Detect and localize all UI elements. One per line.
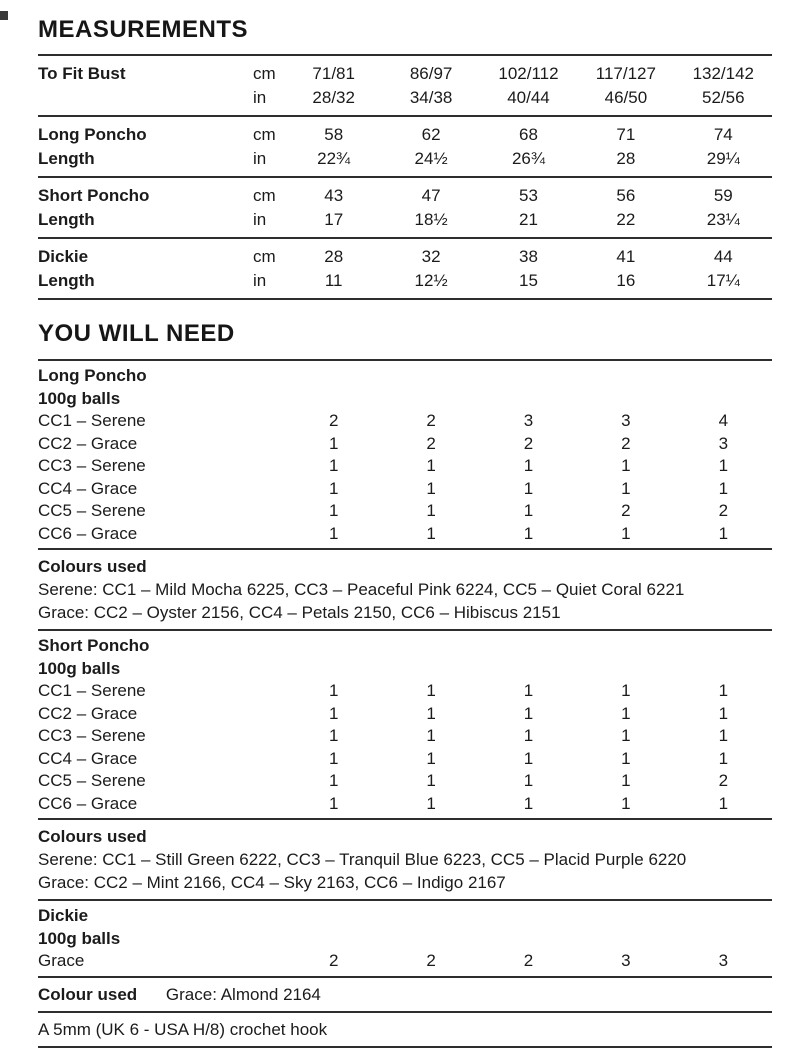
ball-count: 1: [328, 748, 339, 768]
section-title: Dickie: [38, 906, 89, 925]
ball-count: 2: [621, 433, 631, 453]
dickie-colour-section: [38, 978, 772, 1011]
yarn-label: CC3 – Serene: [38, 726, 146, 745]
you-will-need-title: YOU WILL NEED: [38, 320, 235, 347]
size-value: 32: [421, 247, 441, 266]
size-value: 17¼: [706, 271, 740, 290]
unit-label: in: [253, 149, 267, 168]
ball-count: 1: [718, 726, 729, 745]
ball-count: 2: [523, 433, 534, 453]
unit-label: in: [253, 271, 267, 290]
yarn-label: CC6 – Grace: [38, 793, 138, 813]
long-poncho-colours-section: [38, 550, 772, 629]
ball-count: 1: [328, 793, 339, 813]
size-value: 71/81: [312, 64, 355, 83]
row-label: Long Poncho: [38, 125, 147, 144]
size-value: 16: [616, 271, 636, 290]
size-value: 43: [324, 186, 344, 205]
ball-count: 1: [523, 456, 534, 475]
section-title: Long Poncho: [38, 366, 147, 385]
yarn-label: CC5 – Serene: [38, 771, 146, 790]
size-value: 41: [616, 247, 636, 266]
unit-label: in: [253, 210, 267, 229]
size-value: 71: [616, 125, 636, 144]
colours-grace-line: Grace: CC2 – Mint 2166, CC4 – Sky 2163, CC6 – Indigo 2167: [38, 873, 506, 892]
table-row: [38, 123, 772, 147]
ball-count: 1: [523, 681, 534, 700]
scan-artifact: [0, 11, 8, 20]
size-value: 22: [616, 210, 636, 229]
table-row: [38, 269, 772, 293]
ball-count: 1: [621, 748, 631, 768]
size-value: 53: [519, 186, 538, 205]
size-value: 52/56: [702, 88, 745, 107]
ball-count: 1: [718, 456, 729, 475]
size-value: 44: [713, 247, 733, 266]
dickie-length-section: [38, 239, 772, 298]
ball-count: 1: [328, 523, 339, 543]
size-value: 56: [616, 186, 636, 205]
section-subtitle: 100g balls: [38, 928, 121, 948]
size-value: 18½: [414, 210, 448, 229]
colours-serene-line: Serene: CC1 – Mild Mocha 6225, CC3 – Peaceful Pink 6224, CC5 – Quiet Coral 6221: [38, 580, 685, 599]
colours-serene-line: Serene: CC1 – Still Green 6222, CC3 – Tranquil Blue 6223, CC5 – Placid Purple 6220: [38, 850, 687, 869]
ball-count: 2: [621, 501, 631, 520]
ball-count: 1: [328, 433, 339, 453]
table-row: [38, 703, 772, 726]
size-value: 22¾: [317, 149, 351, 168]
ball-count: 1: [328, 771, 339, 790]
table-row: [38, 147, 772, 171]
ball-count: 1: [426, 478, 436, 498]
ball-count: 3: [523, 411, 534, 430]
size-value: 28/32: [312, 88, 355, 107]
ball-count: 1: [328, 478, 339, 498]
size-value: 68: [519, 125, 538, 144]
table-row: [38, 455, 772, 478]
table-row: [38, 500, 772, 523]
colour-heading: Colour used: [38, 984, 138, 1004]
table-row: [38, 950, 772, 973]
table-row: [38, 770, 772, 793]
yarn-label: CC4 – Grace: [38, 478, 138, 498]
unit-label: cm: [253, 125, 276, 144]
size-value: 58: [324, 125, 344, 144]
row-label: To Fit Bust: [38, 64, 126, 83]
ball-count: 1: [328, 703, 339, 723]
colours-heading: Colours used: [38, 827, 147, 846]
ball-count: 3: [718, 433, 729, 453]
row-label: Length: [38, 210, 95, 229]
ball-count: 1: [328, 726, 339, 745]
ball-count: 1: [328, 456, 339, 475]
table-row: [38, 523, 772, 546]
ball-count: 1: [523, 748, 534, 768]
table-row: [38, 478, 772, 501]
section-subtitle: 100g balls: [38, 388, 121, 408]
table-row: [38, 725, 772, 748]
ball-count: 2: [523, 951, 534, 970]
colour-value: Grace: Almond 2164: [165, 984, 321, 1004]
ball-count: 1: [523, 793, 534, 813]
ball-count: 3: [621, 951, 631, 970]
row-label: Length: [38, 149, 95, 168]
ball-count: 1: [426, 681, 436, 700]
ball-count: 1: [523, 523, 534, 543]
ball-count: 1: [621, 523, 631, 543]
ball-count: 1: [426, 501, 436, 520]
colours-heading: Colours used: [38, 557, 147, 576]
ball-count: 1: [718, 703, 729, 723]
short-poncho-balls-section: [38, 631, 772, 818]
divider: [38, 298, 772, 300]
unit-label: cm: [253, 186, 276, 205]
size-value: 21: [519, 210, 538, 229]
ball-count: 1: [523, 501, 534, 520]
yarn-label: CC3 – Serene: [38, 456, 146, 475]
crochet-hook-note: A 5mm (UK 6 - USA H/8) crochet hook: [38, 1019, 328, 1039]
yarn-label: CC1 – Serene: [38, 411, 146, 430]
table-row: [38, 245, 772, 269]
size-value: 86/97: [409, 64, 453, 83]
ball-count: 2: [328, 951, 339, 970]
ball-count: 1: [523, 726, 534, 745]
size-value: 26¾: [511, 149, 546, 168]
size-value: 47: [421, 186, 441, 205]
ball-count: 1: [621, 726, 631, 745]
row-label: Dickie: [38, 247, 89, 266]
size-value: 28: [616, 149, 636, 168]
ball-count: 1: [426, 456, 436, 475]
ball-count: 1: [718, 681, 729, 700]
size-value: 24½: [414, 149, 448, 168]
ball-count: 1: [621, 703, 631, 723]
ball-count: 2: [426, 433, 436, 453]
ball-count: 2: [328, 411, 339, 430]
measurements-title: MEASUREMENTS: [38, 16, 249, 43]
size-value: 11: [324, 271, 343, 290]
unit-label: in: [253, 88, 267, 107]
yarn-label: Grace: [38, 951, 85, 970]
yarn-label: CC5 – Serene: [38, 501, 146, 520]
table-row: [38, 793, 772, 816]
size-value: 23¼: [706, 210, 740, 229]
ball-count: 2: [426, 411, 436, 430]
ball-count: 1: [621, 793, 631, 813]
size-value: 28: [324, 247, 344, 266]
size-value: 15: [519, 271, 538, 290]
table-row: [38, 62, 772, 86]
table-row: [38, 410, 772, 433]
ball-count: 1: [621, 478, 631, 498]
size-value: 74: [713, 125, 733, 144]
size-value: 17: [324, 210, 344, 229]
table-row: [38, 748, 772, 771]
size-value: 40/44: [507, 88, 550, 107]
ball-count: 1: [426, 748, 436, 768]
ball-count: 3: [718, 951, 729, 970]
ball-count: 4: [718, 411, 729, 430]
ball-count: 1: [621, 681, 631, 700]
row-label: Short Poncho: [38, 186, 150, 205]
table-row: [38, 208, 772, 232]
size-value: 102/112: [498, 64, 559, 83]
row-label: Length: [38, 271, 95, 290]
ball-count: 1: [523, 703, 534, 723]
yarn-label: CC1 – Serene: [38, 681, 146, 700]
long-poncho-balls-section: [38, 361, 772, 548]
ball-count: 1: [718, 478, 729, 498]
yarn-label: CC2 – Grace: [38, 703, 138, 723]
ball-count: 1: [621, 771, 631, 790]
ball-count: 2: [426, 951, 436, 970]
colours-grace-line: Grace: CC2 – Oyster 2156, CC4 – Petals 2150, CC6 – Hibiscus 2151: [38, 603, 561, 622]
size-value: 12½: [414, 271, 448, 290]
yarn-label: CC6 – Grace: [38, 523, 138, 543]
ball-count: 3: [621, 411, 631, 430]
unit-label: cm: [253, 64, 276, 83]
size-value: 29¼: [706, 149, 740, 168]
size-value: 62: [421, 125, 441, 144]
ball-count: 1: [718, 748, 729, 768]
ball-count: 1: [426, 726, 436, 745]
table-row: [38, 433, 772, 456]
ball-count: 1: [523, 478, 534, 498]
ball-count: 1: [426, 703, 436, 723]
ball-count: 2: [718, 771, 729, 790]
section-subtitle: 100g balls: [38, 658, 121, 678]
divider: [38, 1046, 772, 1048]
long-poncho-length-section: [38, 117, 772, 176]
ball-count: 1: [718, 523, 729, 543]
ball-count: 1: [328, 501, 339, 520]
dickie-balls-section: [38, 901, 772, 976]
ball-count: 1: [426, 523, 436, 543]
size-value: 117/127: [595, 64, 656, 83]
ball-count: 1: [621, 456, 631, 475]
to-fit-bust-section: [38, 56, 772, 115]
table-row: [38, 680, 772, 703]
yarn-label: CC4 – Grace: [38, 748, 138, 768]
size-value: 38: [519, 247, 538, 266]
ball-count: 1: [426, 771, 436, 790]
unit-label: cm: [253, 247, 276, 266]
size-value: 59: [713, 186, 733, 205]
table-row: [38, 184, 772, 208]
ball-count: 1: [718, 793, 729, 813]
size-value: 34/38: [409, 88, 453, 107]
ball-count: 1: [328, 681, 339, 700]
section-title: Short Poncho: [38, 636, 150, 655]
ball-count: 1: [426, 793, 436, 813]
short-poncho-length-section: [38, 178, 772, 237]
table-row: [38, 86, 772, 110]
yarn-label: CC2 – Grace: [38, 433, 138, 453]
size-value: 46/50: [604, 88, 648, 107]
size-value: 132/142: [692, 64, 755, 83]
ball-count: 2: [718, 501, 729, 520]
ball-count: 1: [523, 771, 534, 790]
short-poncho-colours-section: [38, 820, 772, 899]
